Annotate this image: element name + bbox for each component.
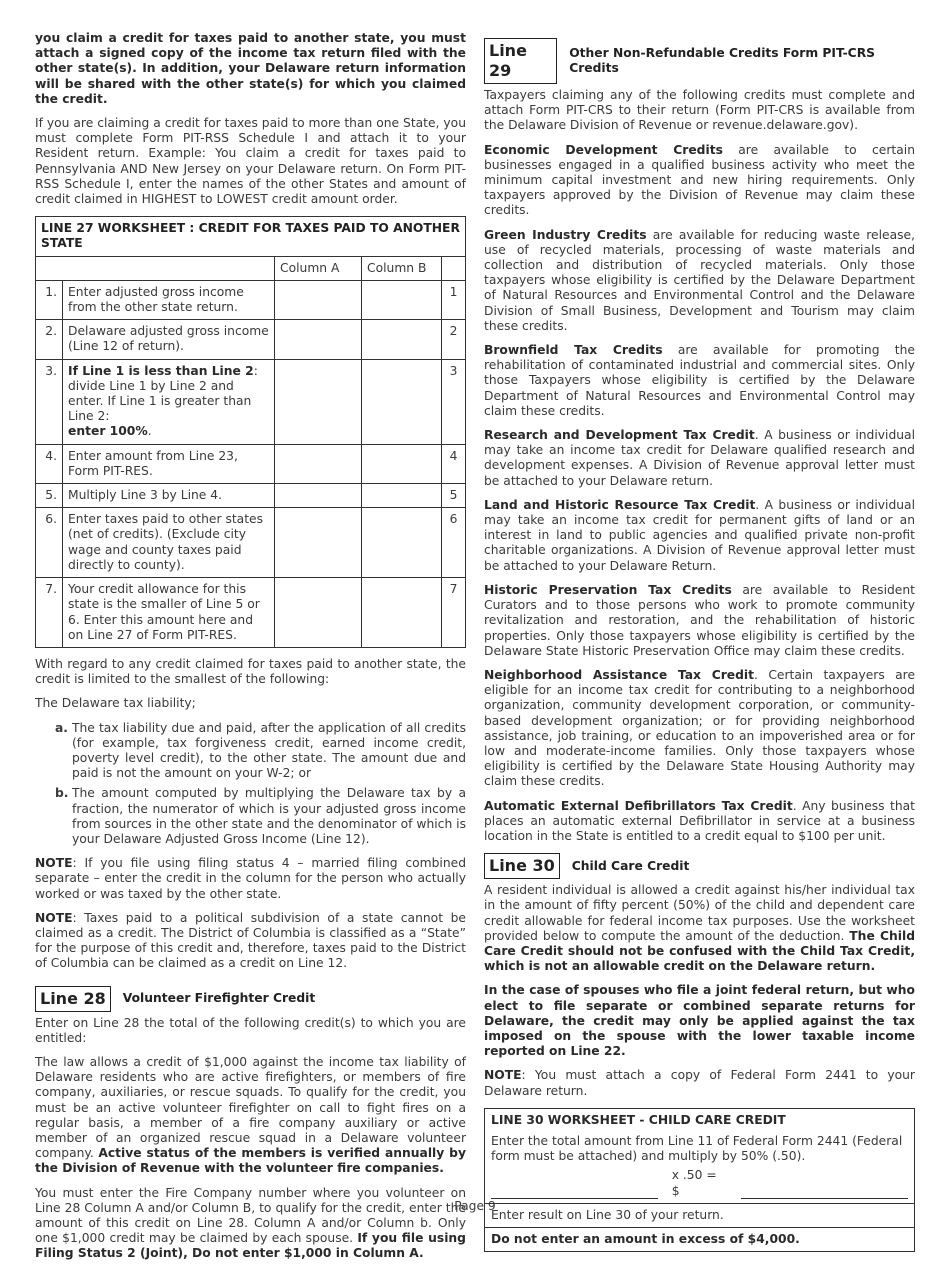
regard-paragraph: With regard to any credit claimed for taxes paid to another state, the credit is limited to the smallest of the following: [35,656,466,687]
line30-heading [484,853,915,879]
line30-spouse-paragraph: In the case of spouses who file a joint federal return, but who elect to file separate or combined separate returns for Delaware, the credit may only be applied against the tax imposed on the spouse with the lower taxable income reported on Line 22. [484,983,915,1059]
column-a-cell[interactable] [275,444,362,483]
list-item: a. The tax liability due and paid, after the application of all credits (for example, tax forgiveness credit, earned income credit, poverty level credit), to the other state. The amount due and paid is not the amount on your W-2; or [55,720,466,781]
row-description: Delaware adjusted gross income (Line 12 of return). [63,320,275,359]
credit-paragraph: Green Industry Credits are available for reducing waste release, use of recycled materials, processing of waste materials and collection and distribution of recycled materials. Only those taxpayers whose eligibility is certified by the Delaware Department of Natural Resources and Environmental Control and the Delaware Division of Small Business, Development and Tourism may claim these credits. [484,227,915,333]
line28-title: Volunteer Firefighter Credit [122,990,316,1005]
column-a-cell[interactable] [275,484,362,508]
limit-list [55,721,466,848]
worksheet-row [36,280,466,319]
column-a-header: Column A [275,256,362,280]
column-a-cell[interactable] [275,320,362,359]
column-b-header: Column B [362,256,442,280]
column-b-cell[interactable] [362,359,442,444]
worksheet-row [36,320,466,359]
row-number: 2. [36,320,63,359]
line-header-blank [442,256,466,280]
column-a-cell[interactable] [275,578,362,648]
page-number: Page 9 [454,1199,496,1213]
row-description: If Line 1 is less than Line 2: divide Line 1 by Line 2 and enter. If Line 1 is greater than Line 2: enter 100%. [63,359,275,444]
row-line-number: 6 [442,508,466,578]
row-line-number: 5 [442,484,466,508]
row-number: 5. [36,484,63,508]
credit-paragraph: Research and Development Tax Credit. A business or individual may take an income tax credit for Delaware qualified research and development expenses. A Division of Revenue approval letter must be attached to your Delaware return. [484,428,915,488]
line29-heading [484,38,915,84]
row-number: 1. [36,280,63,319]
cc-worksheet-title: LINE 30 WORKSHEET - CHILD CARE CREDIT [491,1112,786,1127]
line27-worksheet [35,216,466,648]
row-description: Enter adjusted gross income from the other state return. [63,280,275,319]
worksheet-header-blank [36,256,275,280]
list-item: b. The amount computed by multiplying the Delaware tax by a fraction, the numerator of which is your adjusted gross income from sources in the other state and the denominator of which is your Delaware Adjusted Gross Income (Line 12). [55,786,466,846]
row-number: 7. [36,578,63,648]
column-b-cell[interactable] [362,508,442,578]
column-b-cell[interactable] [362,578,442,648]
column-b-cell[interactable] [362,280,442,319]
line30-title: Child Care Credit [571,858,690,873]
line29-title: Other Non-Refundable Credits Form PIT-CRS Credits [569,45,876,75]
line28-label: Line 28 [35,986,111,1012]
column-b-cell[interactable] [362,444,442,483]
credit-paragraph: Brownfield Tax Credits are available for promoting the rehabilitation of contaminated industrial and commercial sites. Only those Taxpayers whose eligibility is certified by the Delaware Department of Natural Resources and Environmental Control may claim these credits. [484,343,915,418]
row-line-number: 1 [442,280,466,319]
line29-label: Line 29 [484,38,557,84]
worksheet-row [36,578,466,648]
row-number: 4. [36,444,63,483]
line29-intro: Taxpayers claiming any of the following credits must complete and attach Form PIT-CRS to their return (Form PIT-CRS is available from the Delaware Division of Revenue or revenue.delaware.gov). [484,88,915,133]
credit-paragraph: Automatic External Defibrillators Tax Credit. Any business that places an automatic external Defibrillator in service at a business location in the State is entitled to a credit equal to $100 per unit. [484,798,915,843]
row-description: Enter taxes paid to other states (net of credits). (Exclude city wage and county taxes paid directly to county). [63,508,275,578]
cc-limit-row: Do not enter an amount in excess of $4,000. [491,1232,800,1246]
worksheet-row [36,484,466,508]
line30-worksheet [484,1108,915,1252]
note-filing-status: NOTE: If you file using filing status 4 – married filing combined separate – enter the credit in the column for the person who actually worked or was taxed by the other state. [35,856,466,901]
line30-paragraph: A resident individual is allowed a credit against his/her individual tax in the amount of fifty percent (50%) of the child and dependent care credit allowable for federal income tax purposes. Use the worksheet provided below to compute the amount of the deduction. The Child Care Credit should not be confused with the Child Tax Credit, which is not an allowable credit on the Delaware return. [484,883,915,974]
multiply-label: x .50 = $ [671,1168,717,1198]
column-a-cell[interactable] [275,280,362,319]
row-line-number: 7 [442,578,466,648]
credit-paragraph: Historic Preservation Tax Credits are available to Resident Curators and to those persons who work to promote community revitalization and restoration, and the rehabilitation of historic properties. Only those taxpayers whose eligibility is certified by the Delaware State Historic Preservation Office may claim these credits. [484,582,915,658]
column-a-cell[interactable] [275,359,362,444]
cc-multiply-row [491,1164,908,1198]
credit-paragraph: Neighborhood Assistance Tax Credit. Certain taxpayers are eligible for an income tax credit for contributing to a neighborhood organization, community development corporation, or community-based development organization; or for providing neighborhood assistance, job training, or education to an impoverished area or for low and moderate-income families. Only those taxpayers whose eligibility is certified by the Delaware State Housing Authority may claim these credits. [484,667,916,789]
credit-paragraph: Land and Historic Resource Tax Credit. A business or individual may take an income tax credit for permanent gifts of land or an interest in land to public agencies and qualified private non-profit charitable organizations. A Division of Revenue approval letter must be attached to your Delaware Return. [484,497,915,573]
cc-worksheet-instructions: Enter the total amount from Line 11 of Federal Form 2441 (Federal form must be attached) and multiply by 50% (.50). [491,1133,903,1164]
row-description: Your credit allowance for this state is the smaller of Line 5 or 6. Enter this amount here and on Line 27 of Form PIT-RES. [63,578,275,648]
cc-worksheet-body [485,1109,914,1204]
liability-paragraph: The Delaware tax liability; [35,696,196,711]
left-column [35,31,466,1271]
column-a-cell[interactable] [275,508,362,578]
cc-result-row: Enter result on Line 30 of your return. [485,1204,914,1228]
worksheet-row [36,444,466,483]
line28-fire-company-paragraph: You must enter the Fire Company number where you volunteer on Line 28 Column A and/or Column B, to qualify for the credit, enter the amount of this credit on Line 28. Column A and/or Column b. Only one $1,000 credit may be claimed by each spouse. If you file using Filing Status 2 (Joint), Do not enter $1,000 in Column A. [35,1185,466,1261]
column-b-cell[interactable] [362,484,442,508]
line30-note: NOTE: You must attach a copy of Federal Form 2441 to your Delaware return. [484,1068,915,1098]
row-line-number: 4 [442,444,466,483]
worksheet-title: LINE 27 WORKSHEET : CREDIT FOR TAXES PAID TO ANOTHER STATE [36,217,466,256]
line28-law-paragraph: The law allows a credit of $1,000 against the income tax liability of Delaware residents who are active firefighters, or members of fire company, auxiliaries, or rescue squads. To qualify for the credit, you must be an active volunteer firefighter on call to fight fires on a regular basis, a member of a fire company auxiliary or active member of an organized rescue squad in a Delaware volunteer company. Active status of the members is verified annually by the Division of Revenue with the volunteer fire companies. [35,1054,467,1176]
column-b-cell[interactable] [362,320,442,359]
note-political-subdivision: NOTE: Taxes paid to a political subdivision of a state cannot be claimed as a credit. The District of Columbia is classified as a “State” for the purpose of this credit and, therefore, taxes paid to the District of Columbia can be claimed as a credit on Line 12. [35,910,466,971]
intro-bold-paragraph: you claim a credit for taxes paid to another state, you must attach a signed copy of the income tax return filed with the other state(s). In addition, your Delaware return information will be shared with the other state(s) for which you claimed the credit. [35,31,466,106]
line28-intro: Enter on Line 28 the total of the following credit(s) to which you are entitled: [35,1015,466,1045]
line28-heading [35,986,466,1012]
row-number: 6. [36,508,63,578]
right-column [484,36,915,1252]
row-line-number: 2 [442,320,466,359]
worksheet-row [36,508,466,578]
credit-paragraph: Economic Development Credits are available to certain businesses engaged in a qualified business activity who meet the minimum capital investment and new hiring requirements. Only taxpayers approved by the Division of Revenue may claim these credits. [484,142,915,218]
row-description: Enter amount from Line 23, Form PIT-RES. [63,444,275,483]
worksheet-row [36,359,466,444]
row-line-number: 3 [442,359,466,444]
row-description: Multiply Line 3 by Line 4. [63,484,275,508]
intro-paragraph: If you are claiming a credit for taxes paid to more than one State, you must complete Form PIT-RSS Schedule I and attach it to your Resident return. Example: You claim a credit for taxes paid to Pennsylvania AND New Jersey on your Delaware return. On Form PIT-RSS Schedule I, enter the names of the other States and amount of credit claimed in HIGHEST to LOWEST credit amount order. [35,116,466,207]
line30-label: Line 30 [484,853,560,879]
row-number: 3. [36,359,63,444]
